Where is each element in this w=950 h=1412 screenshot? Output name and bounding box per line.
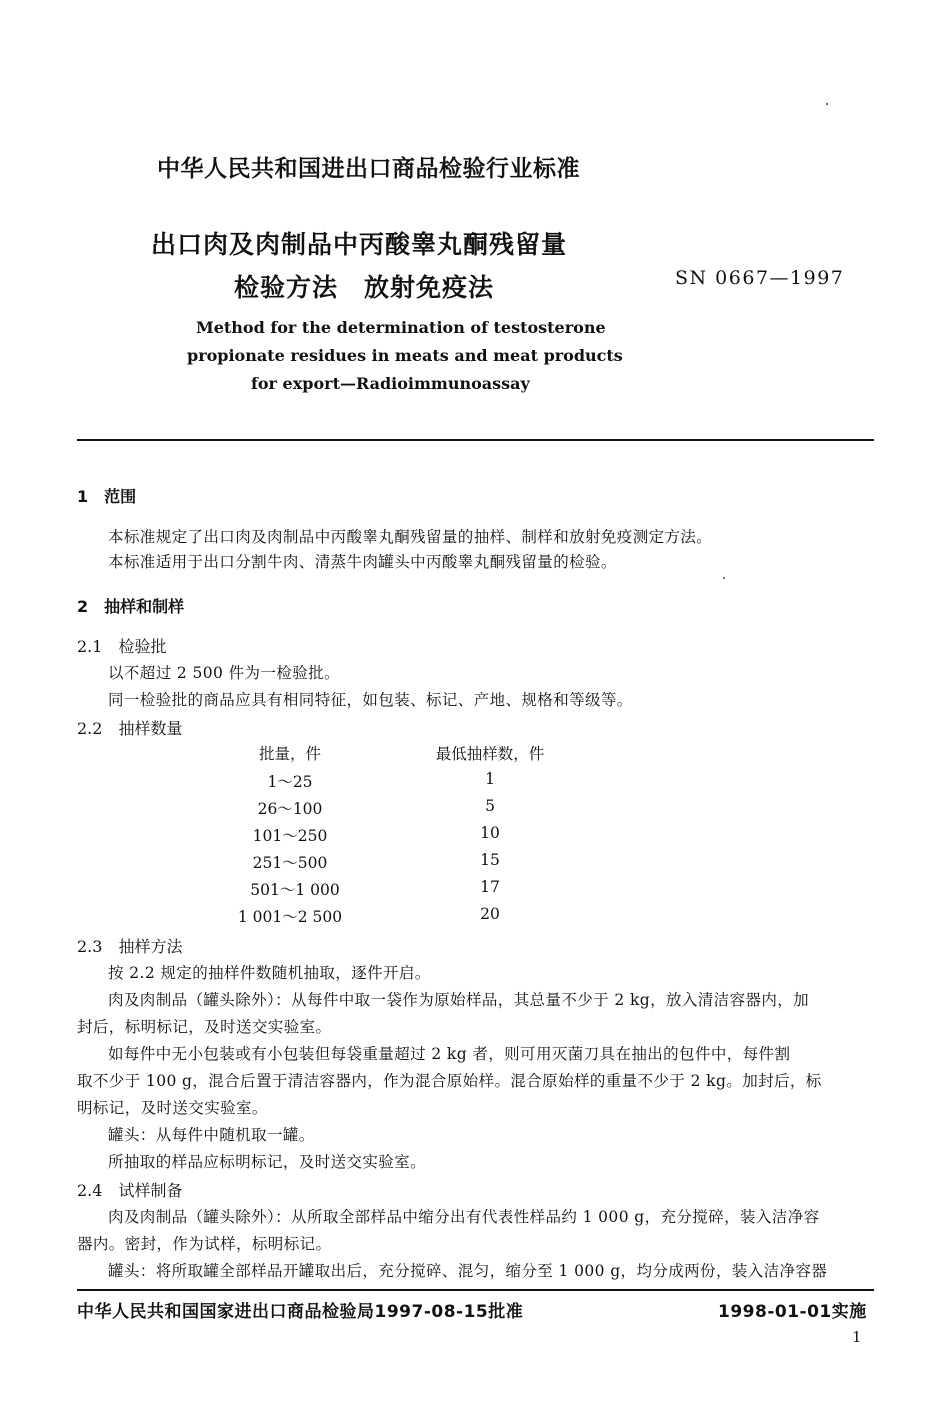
- document-title-line-2: 检验方法 放射免疫法: [234, 273, 495, 302]
- effective-date: 1998-01-01实施: [718, 1302, 867, 1322]
- section-2-3-line: 如每件中无小包装或有小包装但每袋重量超过 2 kg 者，则可用灭菌刀具在抽出的包件中，每件割: [108, 1045, 791, 1063]
- table-cell-sample: 10: [480, 824, 500, 842]
- table-cell-batch: 1～25: [267, 773, 313, 791]
- section-1-heading: 1 范围: [77, 487, 137, 506]
- english-title-line-1: Method for the determination of testosterone: [196, 318, 606, 337]
- scan-speck: [826, 103, 828, 105]
- section-2-3-line: 所抽取的样品应标明标记，及时送交实验室。: [108, 1153, 427, 1171]
- header-divider: [77, 439, 874, 441]
- table-cell-batch: 26～100: [257, 800, 323, 818]
- standard-number: SN 0667—1997: [675, 267, 845, 289]
- table-header-min-sample: 最低抽样数，件: [435, 745, 545, 763]
- table-cell-batch: 251～500: [252, 854, 328, 872]
- section-2-3-line: 罐头：从每件中随机取一罐。: [108, 1126, 315, 1144]
- table-cell-batch: 501～1 000: [250, 881, 340, 899]
- section-2-3-line: 取不少于 100 g，混合后置于清洁容器内，作为混合原始样。混合原始样的重量不少于 2 kg。加封后，标: [77, 1072, 822, 1090]
- section-2-3-line: 封后，标明标记，及时送交实验室。: [77, 1018, 332, 1036]
- page-number: 1: [852, 1328, 862, 1346]
- table-cell-batch: 1 001～2 500: [237, 908, 343, 926]
- section-2-4-heading: 2.4 试样制备: [77, 1181, 183, 1200]
- table-cell-sample: 17: [480, 878, 500, 896]
- section-2-1-para-1: 以不超过 2 500 件为一检验批。: [108, 664, 340, 682]
- section-2-3-line: 明标记，及时送交实验室。: [77, 1099, 268, 1117]
- table-cell-sample: 1: [485, 770, 495, 788]
- section-2-4-line: 罐头：将所取罐全部样品开罐取出后，充分搅碎、混匀，缩分至 1 000 g，均分成两份，装入洁净容器: [108, 1262, 828, 1280]
- section-2-3-line: 肉及肉制品（罐头除外）：从每件中取一袋作为原始样品，其总量不少于 2 kg，放入清洁容器内，加: [108, 991, 810, 1009]
- section-2-4-line: 器内。密封，作为试样，标明标记。: [77, 1235, 332, 1253]
- section-2-1-heading: 2.1 检验批: [77, 637, 167, 656]
- scan-speck: [723, 577, 725, 579]
- section-2-heading: 2 抽样和制样: [77, 597, 185, 616]
- section-2-1-para-2: 同一检验批的商品应具有相同特征，如包装、标记、产地、规格和等级等。: [108, 691, 633, 709]
- english-title-line-3: for export—Radioimmunoassay: [251, 374, 530, 393]
- table-header-batch-size: 批量，件: [258, 745, 321, 763]
- section-1-para-2: 本标准适用于出口分割牛肉、清蒸牛肉罐头中丙酸睾丸酮残留量的检验。: [108, 553, 617, 571]
- english-title-line-2: propionate residues in meats and meat products: [187, 346, 623, 365]
- section-2-2-heading: 2.2 抽样数量: [77, 719, 183, 738]
- table-cell-sample: 5: [485, 797, 495, 815]
- section-2-3-heading: 2.3 抽样方法: [77, 937, 183, 956]
- section-2-4-line: 肉及肉制品（罐头除外）：从所取全部样品中缩分出有代表性样品约 1 000 g，充分搅碎，装入洁净容: [108, 1208, 820, 1226]
- section-2-3-line: 按 2.2 规定的抽样件数随机抽取，逐件开启。: [108, 964, 431, 982]
- table-cell-sample: 15: [480, 851, 500, 869]
- standard-category: 中华人民共和国进出口商品检验行业标准: [157, 156, 580, 182]
- issuer-approval: 中华人民共和国国家进出口商品检验局1997-08-15批准: [77, 1302, 524, 1322]
- document-title-line-1: 出口肉及肉制品中丙酸睾丸酮残留量: [151, 230, 568, 259]
- table-cell-sample: 20: [480, 905, 500, 923]
- footer-divider: [77, 1289, 874, 1291]
- table-cell-batch: 101～250: [252, 827, 328, 845]
- section-1-para-1: 本标准规定了出口肉及肉制品中丙酸睾丸酮残留量的抽样、制样和放射免疫测定方法。: [108, 528, 713, 546]
